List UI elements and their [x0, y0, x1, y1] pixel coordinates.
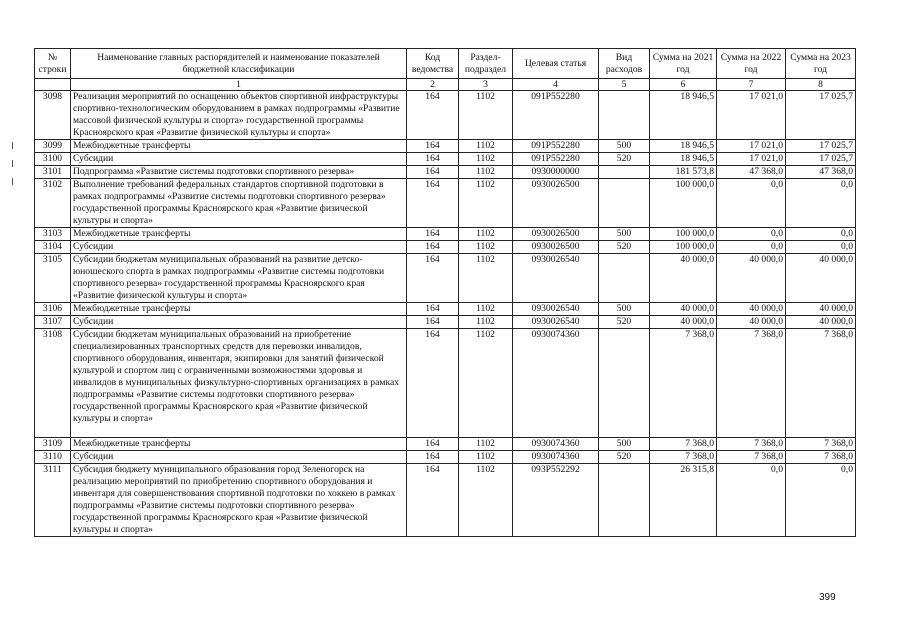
section-code: 1102 — [459, 228, 513, 241]
target-article: 0930026500 — [513, 241, 599, 254]
sum-2023: 40 000,0 — [786, 303, 856, 316]
target-article: 0930000000 — [513, 166, 599, 179]
row-number: 3102 — [35, 179, 71, 228]
target-article: 0930074360 — [513, 329, 599, 438]
header-dept-code: Код ведомства — [407, 49, 459, 79]
row-name: Субсидия бюджету муниципального образования город Зеленогорск на реализацию мероприятий по приобретению спортивного оборудования и инвентаря для совершенствования спортивной подготовки по хоккею в рамках подпрограммы «Развитие системы подготовки спортивного резерва» государственной программы Красноярского края «Развитие физической культуры и спорта» — [71, 464, 407, 537]
row-number: 3104 — [35, 241, 71, 254]
row-number: 3111 — [35, 464, 71, 537]
table-row — [35, 303, 856, 316]
section-code: 1102 — [459, 464, 513, 537]
expense-kind — [599, 166, 650, 179]
sum-2021: 181 573,8 — [650, 166, 717, 179]
target-article: 0930026540 — [513, 254, 599, 303]
sum-2023: 7 368,0 — [786, 451, 856, 464]
column-number: 7 — [717, 79, 786, 91]
row-name: Реализация мероприятий по оснащению объектов спортивной инфраструктуры спортивно-технологическим оборудованием в рамках подпрограммы «Развитие массовой физической культуры и спорта» государственной программы Красноярского края «Развитие физической культуры и спорта» — [71, 91, 407, 140]
row-name: Субсидии — [71, 316, 407, 329]
table-body — [35, 91, 856, 537]
sum-2022: 7 368,0 — [717, 438, 786, 451]
section-code: 1102 — [459, 451, 513, 464]
sum-2021: 18 946,5 — [650, 140, 717, 153]
sum-2022: 17 021,0 — [717, 91, 786, 140]
target-article: 0930026540 — [513, 316, 599, 329]
table-row — [35, 179, 856, 228]
target-article: 091P552280 — [513, 140, 599, 153]
sum-2022: 7 368,0 — [717, 451, 786, 464]
row-name: Выполнение требований федеральных стандартов спортивной подготовки в рамках подпрограммы «Развитие системы подготовки спортивного резерва» государственной программы Красноярского края «Развитие физической культуры и спорта» — [71, 179, 407, 228]
sum-2022: 40 000,0 — [717, 254, 786, 303]
header-expense-kind: Вид расходов — [599, 49, 650, 79]
table-row — [35, 316, 856, 329]
expense-kind: 500 — [599, 438, 650, 451]
column-number-row — [35, 79, 856, 91]
dept-code: 164 — [407, 438, 459, 451]
sum-2023: 40 000,0 — [786, 254, 856, 303]
row-number: 3105 — [35, 254, 71, 303]
column-number — [35, 79, 71, 91]
column-number: 1 — [71, 79, 407, 91]
dept-code: 164 — [407, 329, 459, 438]
sum-2022: 0,0 — [717, 241, 786, 254]
sum-2023: 0,0 — [786, 228, 856, 241]
sum-2023: 7 368,0 — [786, 329, 856, 438]
sum-2023: 17 025,7 — [786, 140, 856, 153]
row-number: 3101 — [35, 166, 71, 179]
table-row — [35, 91, 856, 140]
dept-code: 164 — [407, 254, 459, 303]
row-number: 3098 — [35, 91, 71, 140]
table-row — [35, 228, 856, 241]
expense-kind — [599, 91, 650, 140]
row-name: Межбюджетные трансферты — [71, 438, 407, 451]
sum-2021: 18 946,5 — [650, 91, 717, 140]
row-name: Субсидии — [71, 241, 407, 254]
column-number: 6 — [650, 79, 717, 91]
header-sum-2021: Сумма на 2021 год — [650, 49, 717, 79]
dept-code: 164 — [407, 153, 459, 166]
expense-kind: 500 — [599, 228, 650, 241]
row-name: Субсидии бюджетам муниципальных образований на развитие детско-юношеского спорта в рамках подпрограммы «Развитие системы подготовки спортивного резерва» государственной программы Красноярского края «Развитие физической культуры и спорта» — [71, 254, 407, 303]
row-number: 3108 — [35, 329, 71, 438]
header-sum-2023: Сумма на 2023 год — [786, 49, 856, 79]
budget-table-sheet — [34, 48, 855, 537]
dept-code: 164 — [407, 303, 459, 316]
row-number: 3107 — [35, 316, 71, 329]
section-code: 1102 — [459, 316, 513, 329]
section-code: 1102 — [459, 438, 513, 451]
header-sum-2022: Сумма на 2022 год — [717, 49, 786, 79]
target-article: 0930074360 — [513, 451, 599, 464]
expense-kind — [599, 329, 650, 438]
table-row — [35, 438, 856, 451]
expense-kind: 520 — [599, 316, 650, 329]
sum-2023: 17 025,7 — [786, 153, 856, 166]
sum-2022: 0,0 — [717, 464, 786, 537]
target-article: 0930026540 — [513, 303, 599, 316]
sum-2021: 100 000,0 — [650, 241, 717, 254]
header-section: Раздел-подраздел — [459, 49, 513, 79]
column-number: 3 — [459, 79, 513, 91]
sum-2021: 40 000,0 — [650, 303, 717, 316]
dept-code: 164 — [407, 316, 459, 329]
section-code: 1102 — [459, 329, 513, 438]
sum-2022: 47 368,0 — [717, 166, 786, 179]
expense-kind: 500 — [599, 303, 650, 316]
section-code: 1102 — [459, 153, 513, 166]
sum-2022: 17 021,0 — [717, 140, 786, 153]
dept-code: 164 — [407, 91, 459, 140]
sum-2023: 0,0 — [786, 241, 856, 254]
row-number: 3110 — [35, 451, 71, 464]
sum-2022: 40 000,0 — [717, 316, 786, 329]
dept-code: 164 — [407, 228, 459, 241]
sum-2021: 7 368,0 — [650, 438, 717, 451]
sum-2023: 0,0 — [786, 179, 856, 228]
row-name: Субсидии — [71, 153, 407, 166]
sum-2022: 7 368,0 — [717, 329, 786, 438]
budget-table — [34, 48, 856, 537]
section-code: 1102 — [459, 140, 513, 153]
sum-2021: 26 315,8 — [650, 464, 717, 537]
page-number: 399 — [819, 592, 836, 603]
sum-2021: 40 000,0 — [650, 316, 717, 329]
table-row — [35, 451, 856, 464]
sum-2022: 0,0 — [717, 179, 786, 228]
row-number: 3109 — [35, 438, 71, 451]
row-number: 3106 — [35, 303, 71, 316]
row-name: Подпрограмма «Развитие системы подготовки спортивного резерва» — [71, 166, 407, 179]
sum-2021: 7 368,0 — [650, 329, 717, 438]
column-number: 2 — [407, 79, 459, 91]
header-name: Наименование главных распорядителей и наименование показателей бюджетной классификации — [71, 49, 407, 79]
dept-code: 164 — [407, 451, 459, 464]
row-number: 3099 — [35, 140, 71, 153]
header-target-article: Целевая статья — [513, 49, 599, 79]
row-name: Межбюджетные трансферты — [71, 228, 407, 241]
section-code: 1102 — [459, 91, 513, 140]
sum-2022: 0,0 — [717, 228, 786, 241]
dept-code: 164 — [407, 464, 459, 537]
margin-mark — [12, 142, 13, 149]
sum-2021: 18 946,5 — [650, 153, 717, 166]
table-header — [35, 49, 856, 91]
column-number: 8 — [786, 79, 856, 91]
expense-kind: 520 — [599, 241, 650, 254]
margin-mark — [12, 160, 13, 167]
row-name: Субсидии — [71, 451, 407, 464]
column-number: 4 — [513, 79, 599, 91]
sum-2023: 47 368,0 — [786, 166, 856, 179]
target-article: 0930074360 — [513, 438, 599, 451]
sum-2023: 7 368,0 — [786, 438, 856, 451]
expense-kind — [599, 179, 650, 228]
sum-2022: 17 021,0 — [717, 153, 786, 166]
dept-code: 164 — [407, 140, 459, 153]
sum-2023: 17 025,7 — [786, 91, 856, 140]
expense-kind — [599, 254, 650, 303]
section-code: 1102 — [459, 254, 513, 303]
table-row — [35, 140, 856, 153]
sum-2023: 40 000,0 — [786, 316, 856, 329]
sum-2021: 100 000,0 — [650, 228, 717, 241]
target-article: 091P552280 — [513, 91, 599, 140]
table-row — [35, 329, 856, 438]
target-article: 0930026500 — [513, 228, 599, 241]
table-row — [35, 254, 856, 303]
table-row — [35, 153, 856, 166]
sum-2023: 0,0 — [786, 464, 856, 537]
header-row-number: № строки — [35, 49, 71, 79]
dept-code: 164 — [407, 166, 459, 179]
dept-code: 164 — [407, 179, 459, 228]
margin-mark — [12, 178, 13, 185]
row-number: 3103 — [35, 228, 71, 241]
column-number: 5 — [599, 79, 650, 91]
target-article: 0930026500 — [513, 179, 599, 228]
section-code: 1102 — [459, 179, 513, 228]
expense-kind: 520 — [599, 153, 650, 166]
row-name: Межбюджетные трансферты — [71, 303, 407, 316]
target-article: 091P552280 — [513, 153, 599, 166]
sum-2022: 40 000,0 — [717, 303, 786, 316]
target-article: 093P552292 — [513, 464, 599, 537]
dept-code: 164 — [407, 241, 459, 254]
sum-2021: 100 000,0 — [650, 179, 717, 228]
row-number: 3100 — [35, 153, 71, 166]
expense-kind — [599, 464, 650, 537]
table-row — [35, 464, 856, 537]
sum-2021: 40 000,0 — [650, 254, 717, 303]
row-name: Межбюджетные трансферты — [71, 140, 407, 153]
table-row — [35, 166, 856, 179]
table-row — [35, 241, 856, 254]
sum-2021: 7 368,0 — [650, 451, 717, 464]
expense-kind: 500 — [599, 140, 650, 153]
section-code: 1102 — [459, 166, 513, 179]
section-code: 1102 — [459, 241, 513, 254]
row-name: Субсидии бюджетам муниципальных образований на приобретение специализированных транспортных средств для перевозки инвалидов, спортивного оборудования, инвентаря, экипировки для занятий физической культурой и спортом лиц с ограниченными возможностями здоровья и инвалидов в муниципальных физкультурно-спортивных организациях в рамках подпрограммы «Развитие системы подготовки спортивного резерва» государственной программы Красноярского края «Развитие физической культуры и спорта» — [71, 329, 407, 438]
expense-kind: 520 — [599, 451, 650, 464]
section-code: 1102 — [459, 303, 513, 316]
